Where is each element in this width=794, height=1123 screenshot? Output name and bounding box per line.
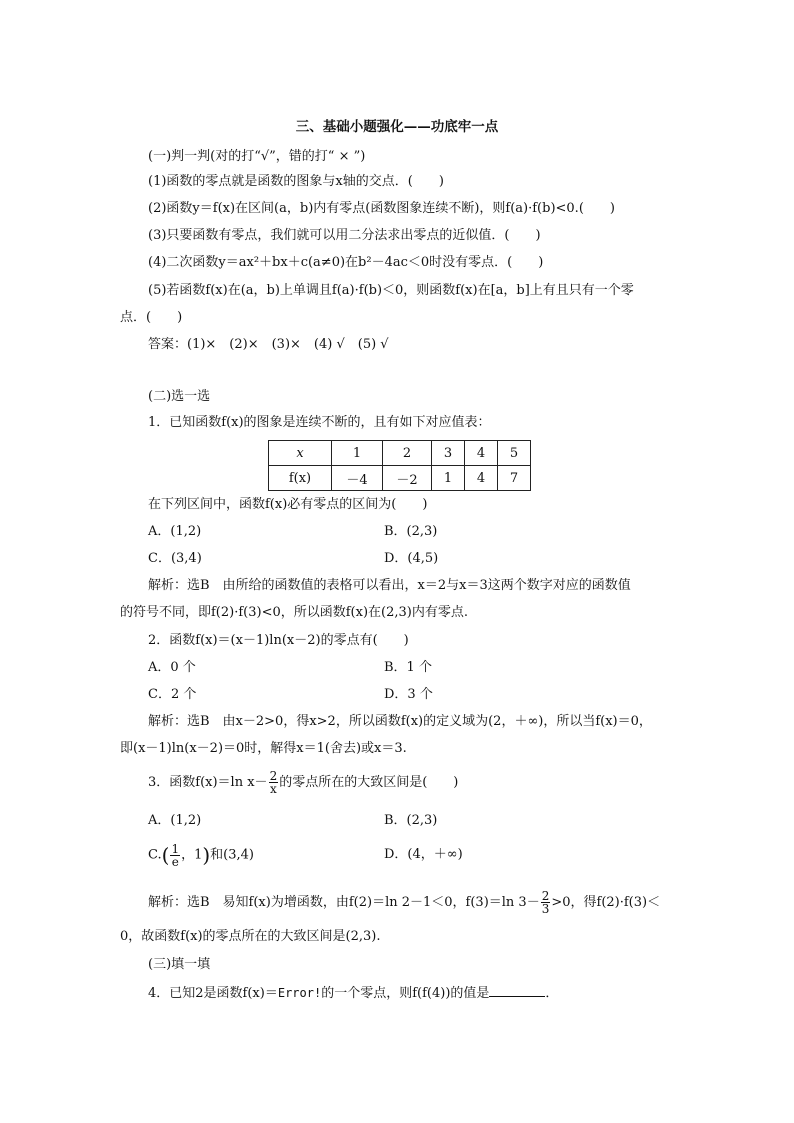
q3-option-c-prefix: C. bbox=[148, 847, 162, 863]
q3-option-c-suffix: 和(3,4) bbox=[210, 847, 254, 863]
section-title: 三、基础小题强化——功底牢一点 bbox=[295, 119, 499, 135]
q1-question: 在下列区间中，函数f(x)必有零点的区间为( ) bbox=[148, 497, 428, 512]
table-cell: 7 bbox=[498, 466, 531, 491]
part1-header: (一)判一判(对的打“√”，错的打“ × ”) bbox=[148, 149, 366, 164]
table-cell: 1 bbox=[432, 466, 465, 491]
fraction-denominator: 3 bbox=[541, 902, 550, 916]
q2-option-d: D．3 个 bbox=[384, 687, 433, 702]
q2-option-b: B．1 个 bbox=[384, 660, 432, 675]
fraction-denominator: e bbox=[171, 854, 179, 869]
judge-item-1: (1)函数的零点就是函数的图象与x轴的交点．( ) bbox=[148, 174, 444, 189]
fraction-numerator: 2 bbox=[541, 889, 550, 903]
q3-option-c-mid: ，1 bbox=[181, 847, 203, 863]
answer-blank bbox=[489, 984, 545, 997]
q3-option-b: B．(2,3) bbox=[384, 813, 438, 828]
table-cell: －2 bbox=[383, 466, 432, 491]
q2-option-c: C．2 个 bbox=[148, 687, 197, 702]
judge-item-5-line1: (5)若函数f(x)在(a，b)上单调且f(a)·f(b)＜0，则函数f(x)在[a，b]上有且只有一个零 bbox=[148, 283, 634, 298]
q3-analysis-suffix: >0，得f(2)·f(3)＜ bbox=[551, 895, 661, 910]
table-cell: 4 bbox=[465, 466, 498, 491]
q3-analysis-fraction bbox=[541, 890, 551, 915]
q2-analysis-line1: 解析：选B 由x－2>0，得x>2，所以函数f(x)的定义域为(2，＋∞)，所以当f(x)＝0， bbox=[148, 714, 652, 729]
q1-option-c: C．(3,4) bbox=[148, 551, 202, 566]
q3-analysis-line2: 0，故函数f(x)的零点所在的大致区间是(2,3). bbox=[120, 929, 381, 944]
table-row bbox=[269, 466, 531, 491]
q3-option-d: D．(4，＋∞) bbox=[384, 847, 463, 862]
q2-option-a: A．0 个 bbox=[148, 660, 196, 675]
q3-option-c-fraction bbox=[170, 843, 180, 868]
table-cell: 4 bbox=[465, 441, 498, 466]
table-cell: －4 bbox=[332, 466, 383, 491]
q4-stem bbox=[148, 984, 558, 1003]
part1-answer: 答案：(1)× (2)× (3)× (4) √ (5) √ bbox=[148, 337, 389, 352]
fraction-denominator: x bbox=[269, 782, 277, 796]
q4-end: ． bbox=[545, 986, 559, 1001]
value-table bbox=[268, 440, 531, 491]
q3-stem-suffix: 的零点所在的大致区间是( ) bbox=[279, 775, 459, 790]
fraction-numerator: 1 bbox=[171, 841, 180, 856]
table-cell: 5 bbox=[498, 441, 531, 466]
q1-option-d: D．(4,5) bbox=[384, 551, 439, 566]
q3-stem-prefix: 3．函数f(x)＝ln x－ bbox=[148, 775, 268, 790]
table-row bbox=[269, 441, 531, 466]
q3-analysis-line1 bbox=[148, 888, 660, 918]
table-cell: 2 bbox=[383, 441, 432, 466]
q4-suffix: 的一个零点，则f(f(4))的值是 bbox=[321, 986, 490, 1001]
q2-stem: 2．函数f(x)＝(x－1)ln(x－2)的零点有( ) bbox=[148, 633, 409, 648]
part3-header: (三)填一填 bbox=[148, 957, 211, 972]
q3-stem bbox=[148, 768, 458, 798]
q2-analysis-line2: 即(x－1)ln(x－2)＝0时，解得x＝1(舍去)或x＝3. bbox=[120, 741, 407, 756]
q4-error-text: Error! bbox=[277, 986, 322, 1000]
q1-analysis-line1: 解析：选B 由所给的函数值的表格可以看出，x＝2与x＝3这两个数字对应的函数值 bbox=[148, 578, 631, 593]
q3-option-c: C.( $\frac{1}{e}$ ，1)和(3,4) bbox=[148, 841, 254, 869]
q3-stem-fraction bbox=[269, 770, 279, 795]
table-cell: 1 bbox=[332, 441, 383, 466]
part2-header: (二)选一选 bbox=[148, 389, 211, 404]
table-cell: x bbox=[269, 441, 332, 466]
q4-prefix: 4．已知2是函数f(x)＝ bbox=[148, 986, 278, 1001]
q3-option-a: A．(1,2) bbox=[148, 813, 202, 828]
table-cell: 3 bbox=[432, 441, 465, 466]
judge-item-2: (2)函数y＝f(x)在区间(a，b)内有零点(函数图象连续不断)，则f(a)·f(b)<0.( ) bbox=[148, 201, 615, 216]
q1-analysis-line2: 的符号不同，即f(2)·f(3)<0，所以函数f(x)在(2,3)内有零点. bbox=[120, 605, 468, 620]
judge-item-4: (4)二次函数y＝ax²＋bx＋c(a≠0)在b²－4ac＜0时没有零点．( ) bbox=[148, 255, 544, 270]
judge-item-5-line2: 点．( ) bbox=[120, 310, 183, 325]
table-cell: f(x) bbox=[269, 466, 332, 491]
judge-item-3: (3)只要函数有零点，我们就可以用二分法求出零点的近似值．( ) bbox=[148, 228, 541, 243]
q1-option-b: B．(2,3) bbox=[384, 524, 438, 539]
q1-stem: 1．已知函数f(x)的图象是连续不断的，且有如下对应值表： bbox=[148, 415, 491, 430]
q1-option-a: A．(1,2) bbox=[148, 524, 202, 539]
q3-analysis-prefix: 解析：选B 易知f(x)为增函数，由f(2)＝ln 2－1＜0，f(3)＝ln 3－ bbox=[148, 895, 540, 910]
fraction-numerator: 2 bbox=[269, 769, 278, 783]
